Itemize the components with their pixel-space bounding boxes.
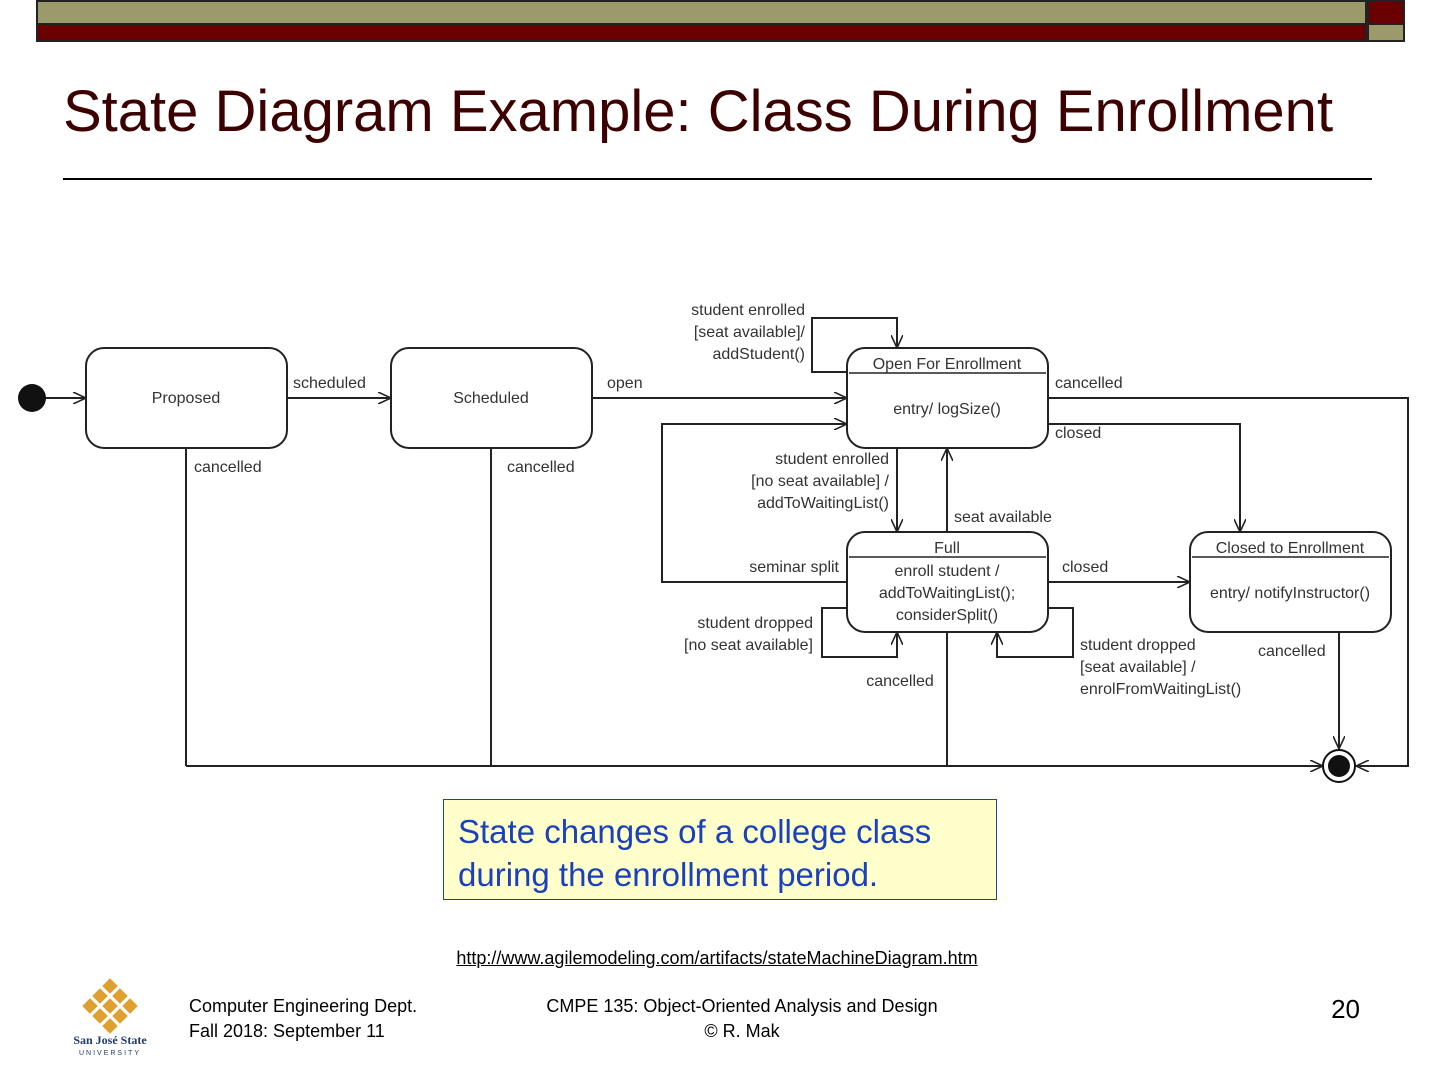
label-dropped-yes-3: enrolFromWaitingList() — [1080, 681, 1242, 698]
label-closed-open: closed — [1055, 425, 1102, 442]
label-dropped-no-1: student dropped — [697, 615, 813, 632]
label-dropped-yes-2: [seat available] / — [1080, 659, 1196, 676]
slide-title: State Diagram Example: Class During Enrollment — [63, 79, 1334, 144]
final-state-dot — [1328, 755, 1350, 777]
label-cancelled-scheduled: cancelled — [507, 459, 575, 476]
state-open-name: Open For Enrollment — [872, 356, 1022, 373]
state-full-name: Full — [934, 540, 960, 557]
state-full-activity-2: addToWaitingList(); — [878, 585, 1016, 602]
label-scheduled: scheduled — [293, 375, 366, 392]
footer-dept-line-1: Computer Engineering Dept. — [189, 996, 418, 1016]
title-divider — [63, 178, 1372, 180]
label-seat-available: seat available — [954, 509, 1052, 526]
footer-dept-line-2: Fall 2018: September 11 — [189, 1021, 385, 1041]
caption-box — [443, 799, 997, 900]
state-closed-activity: entry/ notifyInstructor() — [1209, 585, 1371, 602]
state-open-activity: entry/ logSize() — [893, 401, 1001, 418]
label-dropped-no-2: [no seat available] — [684, 637, 813, 654]
label-cancelled-closed: cancelled — [1258, 643, 1326, 660]
label-cancelled-proposed: cancelled — [194, 459, 262, 476]
header-bar-olive — [36, 0, 1367, 25]
label-to-full-3: addToWaitingList() — [757, 495, 889, 512]
header-bar-maroon — [36, 25, 1367, 42]
header-corner-olive — [1367, 25, 1405, 42]
state-proposed-label: Proposed — [151, 390, 221, 407]
footer-course-line-2: © R. Mak — [704, 1021, 780, 1041]
footer-dept — [189, 994, 417, 1044]
initial-state-node — [18, 384, 46, 412]
state-diagram — [0, 280, 1440, 790]
source-link[interactable]: http://www.agilemodeling.com/artifacts/stateMachineDiagram.htm — [456, 948, 978, 968]
label-self-open-3: addStudent() — [712, 346, 805, 363]
label-dropped-yes-1: student dropped — [1080, 637, 1196, 654]
label-open: open — [607, 375, 643, 392]
footer-course — [512, 994, 972, 1044]
state-full-activity-1: enroll student / — [894, 563, 1000, 580]
label-cancelled-full: cancelled — [866, 673, 934, 690]
state-closed-name: Closed to Enrollment — [1215, 540, 1365, 557]
header-corner-maroon — [1367, 0, 1405, 25]
label-cancelled-open: cancelled — [1055, 375, 1123, 392]
label-seminar-split: seminar split — [749, 559, 839, 576]
caption-line-1: State changes of a college class — [458, 813, 932, 850]
state-scheduled-label: Scheduled — [453, 390, 529, 407]
university-logo — [64, 978, 156, 1058]
logo-text-line-2: UNIVERSITY — [78, 1050, 142, 1057]
logo-text-line-1: San José State — [73, 1033, 147, 1047]
label-self-open-2: [seat available]/ — [693, 324, 805, 341]
label-self-open-1: student enrolled — [691, 302, 805, 319]
label-to-full-2: [no seat available] / — [751, 473, 889, 490]
footer-course-line-1: CMPE 135: Object-Oriented Analysis and Design — [546, 996, 938, 1016]
slide-number: 20 — [1331, 994, 1360, 1024]
state-full-activity-3: considerSplit() — [895, 607, 999, 624]
label-closed-full: closed — [1062, 559, 1109, 576]
label-to-full-1: student enrolled — [775, 451, 889, 468]
caption-line-2: during the enrollment period. — [458, 856, 879, 893]
